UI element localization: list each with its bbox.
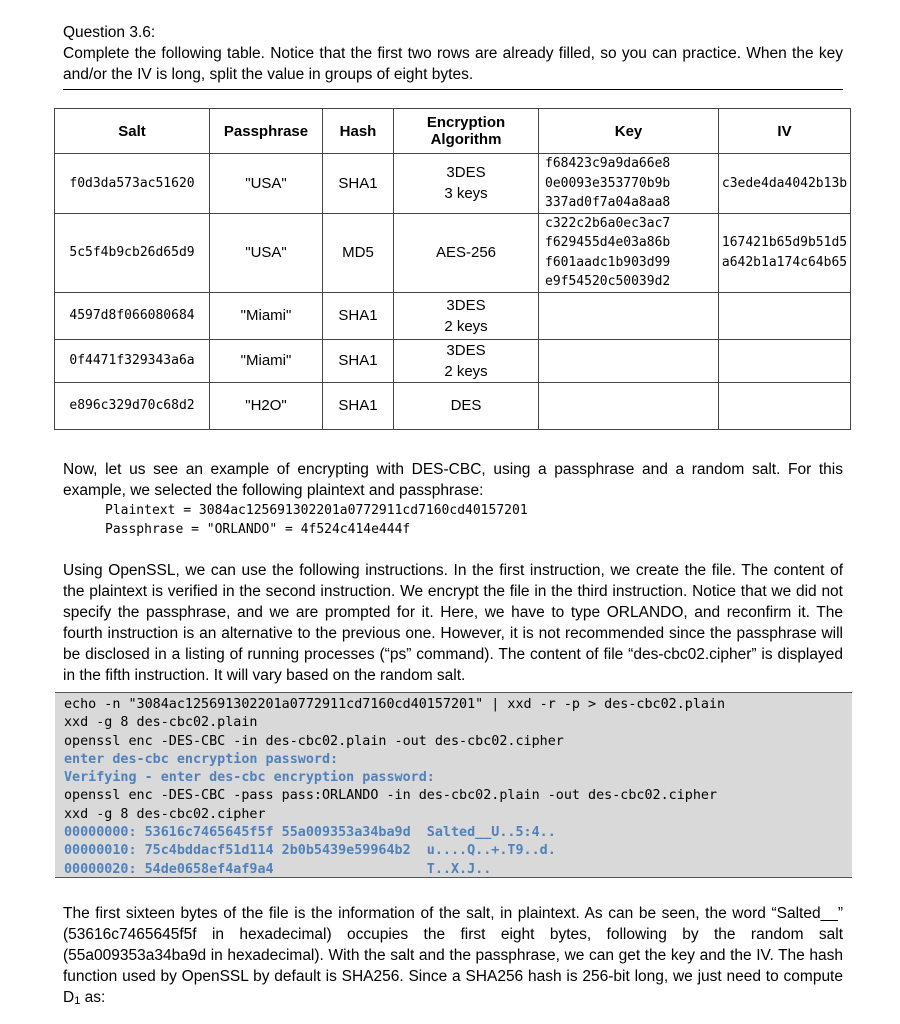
- header-iv: IV: [719, 109, 851, 154]
- cell-passphrase: "Miami": [210, 292, 323, 339]
- openssl-paragraph: Using OpenSSL, we can use the following instructions. In the first instruction, we create the file. The content of the plaintext is verified in the second instruction. We encrypt the file in the third instruction. Notice that we did not specify the passphrase, and we are prompted for it. Here, we have to type ORLANDO, and reconfirm it. The fourth instruction is an alternative to the previous one. However, it is not recommended since the passphrase will be disclosed in a listing of running processes (“ps” command). The content of file “des-cbc02.cipher” is displayed in the fifth instruction. It will vary based on the random salt.: [63, 562, 843, 684]
- header-hash: Hash: [323, 109, 394, 154]
- code-line-output: 00000020: 54de0658ef4af9a4 T..X.J..: [64, 861, 492, 877]
- cell-iv-empty[interactable]: [719, 382, 851, 429]
- header-key: Key: [539, 109, 719, 154]
- cell-key-empty[interactable]: [539, 292, 719, 339]
- cell-salt: 5c5f4b9cb26d65d9: [55, 213, 210, 292]
- cell-iv: [719, 154, 851, 214]
- final-paragraph-end: as:: [80, 989, 106, 1006]
- cell-hash: SHA1: [323, 339, 394, 382]
- header-algorithm-line1: Encryption: [426, 114, 506, 131]
- code-line-command: xxd -g 8 des-cbc02.plain: [64, 715, 258, 731]
- algorithm-line1: 3DES: [446, 341, 486, 359]
- code-line-output: Verifying - enter des-cbc encryption password:: [64, 770, 435, 786]
- cell-salt: 4597d8f066080684: [55, 292, 210, 339]
- cell-key: [539, 154, 719, 214]
- iv-part: a642b1a174c64b65: [721, 254, 848, 270]
- key-part: c322c2b6a0ec3ac7: [545, 215, 671, 231]
- header-passphrase: Passphrase: [210, 109, 323, 154]
- subscript: 1: [74, 995, 81, 1007]
- cell-passphrase: "USA": [210, 154, 323, 214]
- code-line-command: openssl enc -DES-CBC -pass pass:ORLANDO -in des-cbc02.plain -out des-cbc02.cipher: [64, 788, 718, 804]
- header-algorithm: [394, 109, 539, 154]
- key-part: 0e0093e353770b9b: [545, 175, 671, 191]
- cell-algorithm: [394, 154, 539, 214]
- cell-key: [539, 213, 719, 292]
- cell-salt: 0f4471f329343a6a: [55, 339, 210, 382]
- key-part: f601aadc1b903d99: [545, 254, 671, 270]
- iv-part: 167421b65d9b51d5: [721, 235, 848, 250]
- table-header-row: [55, 109, 851, 154]
- cell-iv-empty[interactable]: [719, 339, 851, 382]
- cell-hash: SHA1: [323, 154, 394, 214]
- example-intro: Now, let us see an example of encrypting with DES-CBC, using a passphrase and a random salt. For this example, we selected the following plaintext and passphrase:: [63, 461, 843, 499]
- cell-algorithm: [394, 339, 539, 382]
- table-row: [55, 339, 851, 382]
- question-intro: Complete the following table. Notice that the first two rows are already filled, so you can practice. When the key and/or the IV is long, split the value in groups of eight bytes.: [63, 45, 843, 83]
- final-paragraph-text: The first sixteen bytes of the file is the information of the salt, in plaintext. As can be seen, the word “Salted__” (53616c7465645f5f in hexadecimal) occupies the first eight bytes, following by the random salt (55a009353a34ba9d in hexadecimal). With the salt and the passphrase, we can get the key and the IV. The hash function used by OpenSSL by default is SHA256. Since a SHA256 hash is 256-bit long, we just need to compute D: [63, 905, 843, 1006]
- cell-algorithm: [394, 292, 539, 339]
- cell-passphrase: "USA": [210, 213, 323, 292]
- terminal-code-block: [55, 692, 852, 878]
- table-row: [55, 382, 851, 429]
- cell-algorithm: [394, 382, 539, 429]
- question-title: Question 3.6:: [63, 24, 156, 41]
- header-algorithm-line2: Algorithm: [430, 131, 502, 148]
- algorithm-line2: 3 keys: [444, 185, 488, 203]
- algorithm-line2: 2 keys: [444, 362, 488, 380]
- question-block: [63, 22, 843, 90]
- cell-passphrase: "Miami": [210, 339, 323, 382]
- code-line-output: 00000000: 53616c7465645f5f 55a009353a34ba9d Salted__U..5:4..: [64, 825, 556, 841]
- key-part: f629455d4e03a86b: [545, 235, 671, 250]
- cell-key-empty[interactable]: [539, 382, 719, 429]
- algorithm-line1: AES-256: [435, 244, 497, 261]
- table-row: [55, 154, 851, 214]
- code-line-command: openssl enc -DES-CBC -in des-cbc02.plain -out des-cbc02.cipher: [64, 733, 564, 749]
- code-line-command: xxd -g 8 des-cbc02.cipher: [64, 806, 266, 822]
- code-line-output: 00000010: 75c4bddacf51d114 2b0b5439e59964b2 u....Q..+.T9..d.: [64, 843, 556, 859]
- algorithm-line1: 3DES: [446, 296, 486, 314]
- plaintext-line: Plaintext = 3084ac125691302201a0772911cd7160cd40157201: [105, 503, 528, 518]
- code-line-output: enter des-cbc encryption password:: [64, 751, 339, 767]
- algorithm-line1: 3DES: [446, 164, 486, 182]
- final-paragraph: [63, 903, 843, 1012]
- iv-part: c3ede4da4042b13b: [721, 175, 848, 191]
- cell-salt: f0d3da573ac51620: [55, 154, 210, 214]
- code-line-command: echo -n "3084ac125691302201a0772911cd7160cd40157201" | xxd -r -p > des-cbc02.plain: [64, 697, 726, 712]
- passphrase-line: Passphrase = "ORLANDO" = 4f524c414e444f: [105, 522, 411, 537]
- algorithm-line2: 2 keys: [444, 317, 488, 335]
- cell-iv: [719, 213, 851, 292]
- algorithm-line1: DES: [450, 397, 482, 414]
- table-row: [55, 213, 851, 292]
- table-row: [55, 292, 851, 339]
- header-salt: Salt: [55, 109, 210, 154]
- key-part: f68423c9a9da66e8: [545, 156, 671, 171]
- cell-hash: SHA1: [323, 292, 394, 339]
- cell-algorithm: [394, 213, 539, 292]
- cell-passphrase: "H2O": [210, 382, 323, 429]
- cell-iv-empty[interactable]: [719, 292, 851, 339]
- key-iv-table: [54, 108, 851, 430]
- cell-hash: SHA1: [323, 382, 394, 429]
- key-part: e9f54520c50039d2: [545, 274, 671, 289]
- cell-salt: e896c329d70c68d2: [55, 382, 210, 429]
- key-part: 337ad0f7a04a8aa8: [545, 195, 671, 210]
- divider: [63, 89, 843, 90]
- cell-key-empty[interactable]: [539, 339, 719, 382]
- cell-hash: MD5: [323, 213, 394, 292]
